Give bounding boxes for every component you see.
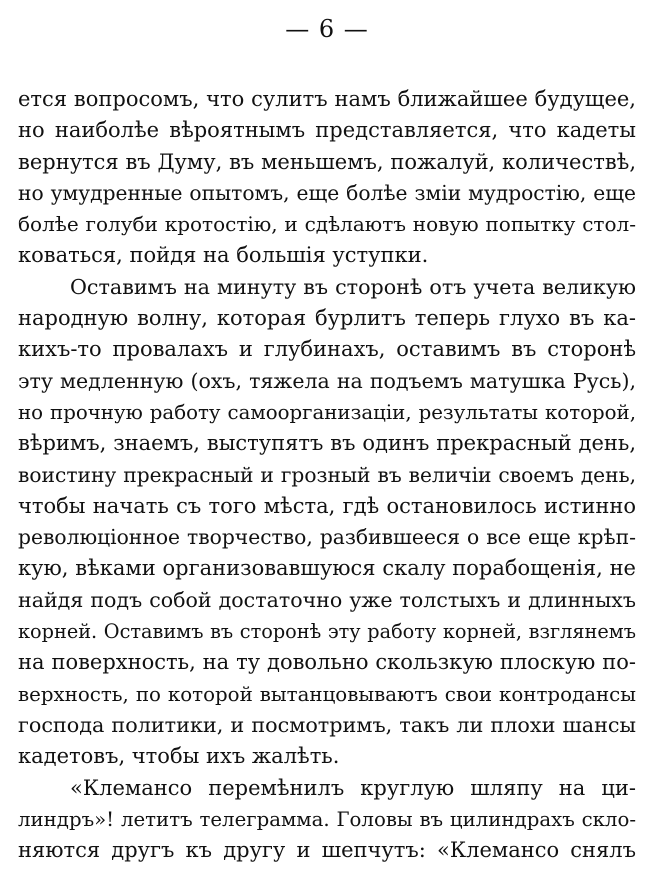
text-line: но наиболѣе вѣроятнымъ представляется, что кадеты: [18, 118, 636, 143]
paragraph-3: [18, 773, 636, 867]
text-line: кихъ-то провалахъ и глубинахъ, оставимъ въ сторонѣ: [18, 337, 636, 362]
text-line: вернутся въ Думу, въ меньшемъ, пожалуй, количествѣ,: [18, 149, 636, 174]
text-line: линдръ»! летитъ телеграмма. Головы въ цилиндрахъ скло-: [18, 807, 636, 831]
text-line: но прочную работу самоорганизацiи, результаты которой,: [18, 400, 636, 424]
text-line: найдя подъ собой достаточно уже толстыхъ и длинныхъ: [18, 587, 636, 612]
page-number: — 6 —: [285, 15, 369, 43]
text-line: верхность, по которой вытанцовываютъ свои контродансы: [18, 682, 636, 706]
text-line: болѣе голуби кротостiю, и сдѣлаютъ новую попытку стол-: [18, 212, 636, 237]
text-line: ется вопросомъ, что сулитъ намъ ближайшее будущее,: [18, 87, 636, 111]
text-line: на поверхность, на ту довольно скользкую плоскую по-: [18, 650, 636, 675]
body-text: [18, 84, 636, 866]
text-line: кую, вѣками организовавшуюся скалу порабощенiя, не: [18, 556, 636, 581]
text-line: господа политики, и посмотримъ, такъ ли плохи шансы: [18, 712, 636, 737]
paragraph-2: [18, 272, 636, 773]
text-line: кадетовъ, чтобы ихъ жалѣть.: [18, 744, 340, 769]
text-line: «Клемансо перемѣнилъ круглую шляпу на ци-: [70, 775, 636, 800]
paragraph-1: [18, 84, 636, 272]
text-line: коваться, пойдя на большiя уступки.: [18, 243, 429, 268]
text-line: корней. Оставимъ въ сторонѣ эту работу корней, взглянемъ: [18, 620, 636, 644]
text-line: няются другъ къ другу и шепчутъ: «Клемансо снялъ: [18, 838, 636, 863]
text-line: чтобы начать съ того мѣста, гдѣ остановилось истинно: [18, 493, 636, 518]
text-line: воистину прекрасный и грозный въ величiи своемъ день,: [18, 462, 636, 487]
text-line: вѣримъ, знаемъ, выступятъ въ одинъ прекрасный день,: [18, 431, 636, 456]
text-line: эту медленную (охъ, тяжела на подъемъ матушка Русь),: [18, 368, 636, 393]
text-line: Оставимъ на минуту въ сторонѣ отъ учета великую: [70, 274, 636, 299]
text-line: народную волну, которая бурлитъ теперь глухо въ ка-: [18, 306, 636, 331]
text-line: но умудренные опытомъ, еще болѣе змiи мудростiю, еще: [18, 180, 636, 205]
text-line: революцiонное творчество, разбившееся о все еще крѣп-: [18, 525, 636, 550]
